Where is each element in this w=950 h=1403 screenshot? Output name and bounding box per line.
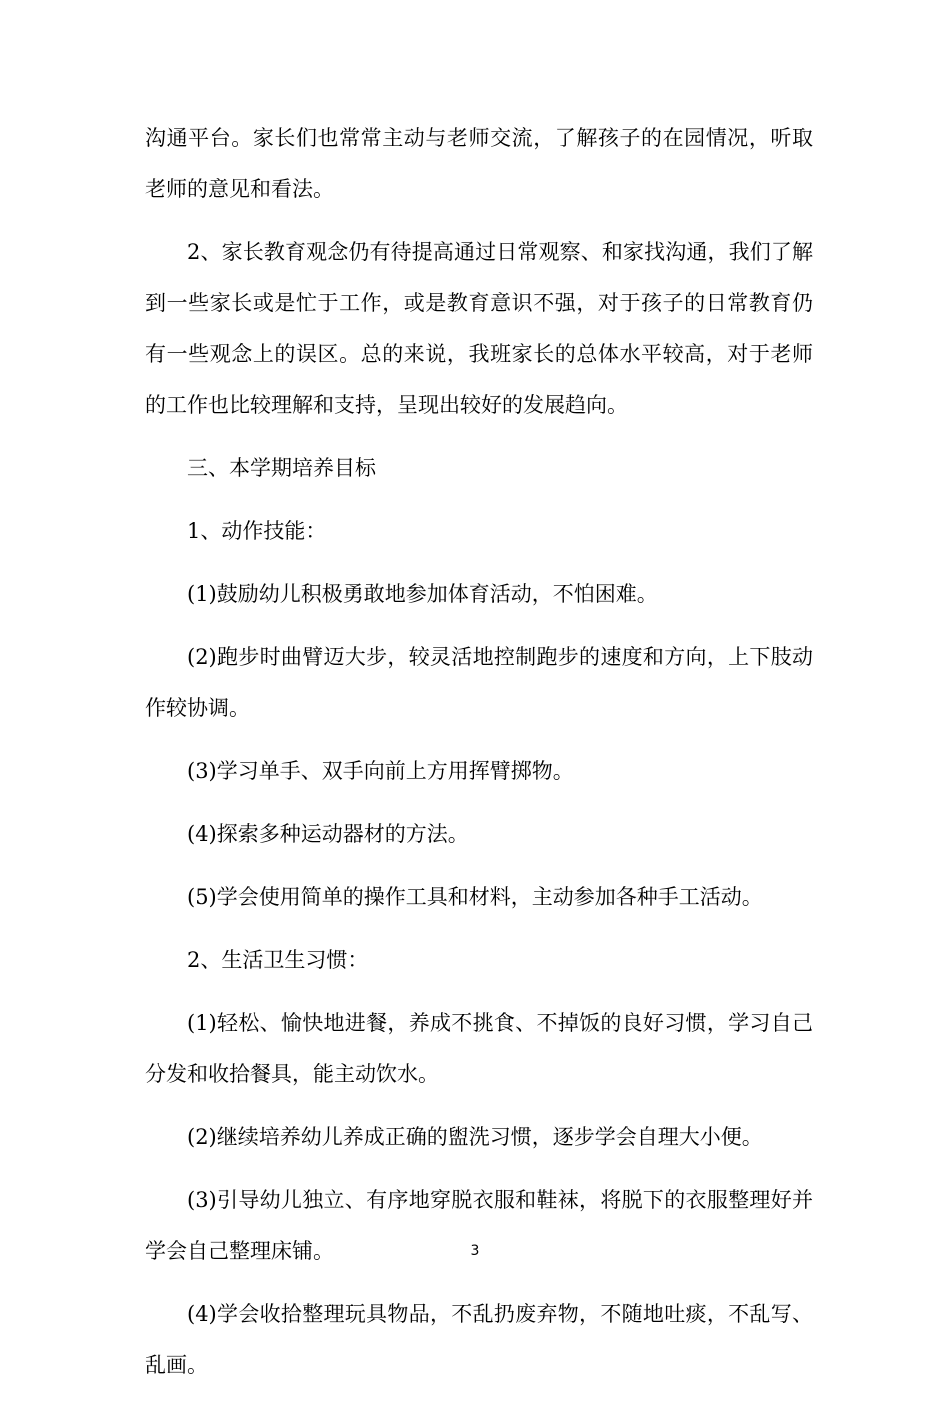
paragraph-1: 沟通平台。家长们也常常主动与老师交流，了解孩子的在园情况，听取老师的意见和看法。 [145,126,813,201]
page-number: 3 [470,1243,480,1259]
subsection-heading-hygiene-habits: 2、生活卫生习惯： [187,948,369,972]
list-item: (1)轻松、愉快地进餐，养成不挑食、不掉饭的良好习惯，学习自己分发和收拾餐具，能主动饮水。 [145,1011,813,1086]
list-item: (5)学会使用简单的操作工具和材料，主动参加各种手工活动。 [187,885,763,909]
subsection-heading-motor-skills: 1、动作技能： [187,519,327,543]
list-item: (1)鼓励幼儿积极勇敢地参加体育活动，不怕困难。 [187,582,658,606]
list-item: (2)跑步时曲臂迈大步，较灵活地控制跑步的速度和方向，上下肢动作较协调。 [145,645,813,720]
list-item: (3)学习单手、双手向前上方用挥臂掷物。 [187,759,574,783]
section-heading-3: 三、本学期培养目标 [187,456,376,480]
paragraph-2: 2、家长教育观念仍有待提高通过日常观察、和家找沟通，我们了解到一些家长或是忙于工作，或是教育意识不强，对于孩子的日常教育仍有一些观念上的误区。总的来说，我班家长的总体水平较高，对于老师的工作也比较理解和支持，呈现出较好的发展趋向。 [145,240,813,417]
list-item: (4)探索多种运动器材的方法。 [187,822,469,846]
document-body [145,113,813,1403]
list-item: (4)学会收拾整理玩具物品，不乱扔废弃物，不随地吐痰，不乱写、乱画。 [145,1302,813,1377]
list-item: (2)继续培养幼儿养成正确的盥洗习惯，逐步学会自理大小便。 [187,1125,763,1149]
list-item: (3)引导幼儿独立、有序地穿脱衣服和鞋袜，将脱下的衣服整理好并学会自己整理床铺。 [145,1188,813,1263]
